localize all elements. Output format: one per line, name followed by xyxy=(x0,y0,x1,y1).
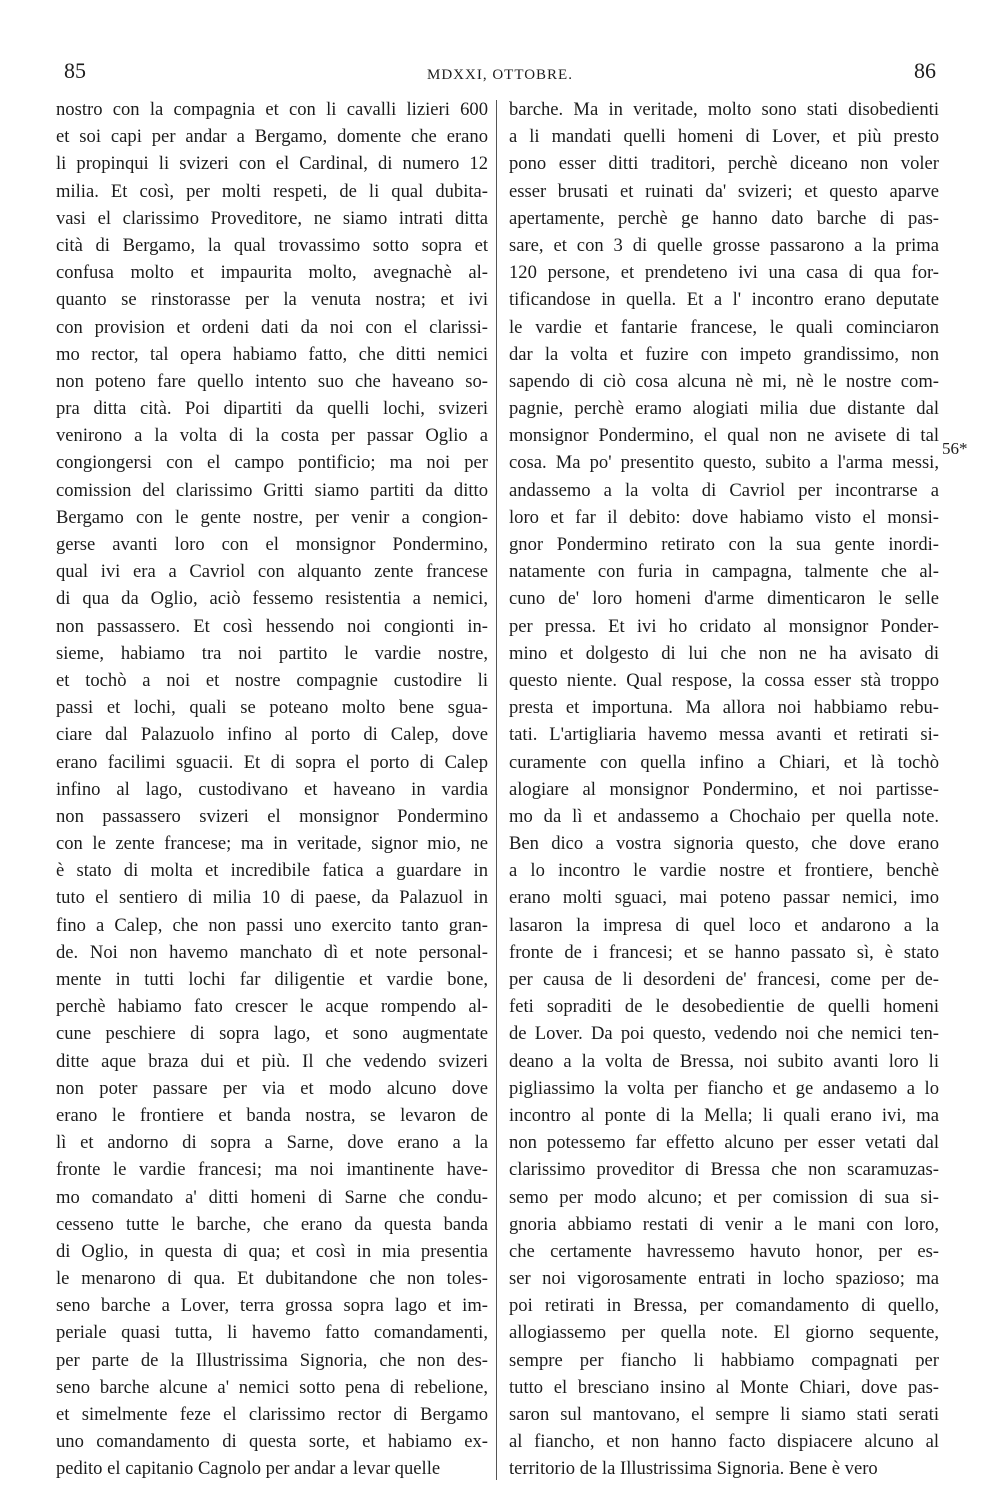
text-line: loro et far il debito: dove habiamo visto el monsi- xyxy=(509,506,939,528)
text-line: territorio de la Illustrissima Signoria. Bene è vero xyxy=(509,1458,878,1480)
text-line: fronte le vardie francesi; ma noi imantinente have- xyxy=(56,1159,488,1181)
text-line: seno barche alcune a' nemici sotto pena di rebelione, xyxy=(56,1376,488,1398)
text-line: non passassero svizeri el monsignor Pondermino xyxy=(56,805,488,827)
text-line: le vardie et fantarie francese, le quali cominciaron xyxy=(509,316,939,338)
text-line: questo niente. Qual respose, la cossa esser stà troppo xyxy=(509,669,939,691)
text-line: tificandose in quella. Et a l' incontro erano deputate xyxy=(509,289,939,311)
text-line: per pressa. Et ivi ho cridato al monsignor Ponder- xyxy=(509,615,939,637)
text-line: uno comandamento di questa sorte, et habiamo ex- xyxy=(56,1431,488,1453)
text-line: per parte de la Illustrissima Signoria, che non des- xyxy=(56,1349,488,1371)
text-line: tuto el sentiero di milia 10 di paese, da Palazuol in xyxy=(56,887,488,909)
text-line: pono esser ditti traditori, perchè diceano non voler xyxy=(509,153,939,175)
text-line: semo per modo alcuno; et per comission di sua si- xyxy=(509,1186,939,1208)
text-line: non poteno fare quello intento suo che haveano so- xyxy=(56,370,488,392)
text-line: comission del clarissimo Gritti siamo partiti da ditto xyxy=(56,479,488,501)
text-line: confusa molto et impaurita molto, avegnachè al- xyxy=(56,262,488,284)
text-line: deano a la volta de Bressa, noi subito avanti loro li xyxy=(509,1050,939,1072)
text-line: ciare dal Palazuolo infino al porto di Calep, dove xyxy=(56,724,488,746)
text-line: a lo incontro le vardie nostre et frontiere, benchè xyxy=(509,860,939,882)
text-line: venirono a la volta di la costa per passar Oglio a xyxy=(56,425,488,447)
text-line: congiongersi con el campo pontificio; ma noi per xyxy=(56,452,488,474)
text-line: barche. Ma in veritade, molto sono stati disobedienti xyxy=(509,99,939,120)
text-line: pagnie, perchè eramo alogiati milia due distante dal xyxy=(509,398,939,420)
text-line: pigliassimo la volta per fiancho et ge andasemo a lo xyxy=(509,1077,939,1099)
text-line: cuno de' loro homeni d'arme dimenticaron le selle xyxy=(509,588,939,610)
text-line: fronte de i francesi; et se hanno passato sì, è stato xyxy=(509,941,939,963)
text-line: sempre per fiancho li habbiamo compagnati per xyxy=(509,1349,939,1371)
text-line: pedito el capitanio Cagnolo per andar a levar quelle xyxy=(56,1458,441,1480)
text-line: perchè habiamo fato crescer le acque rompendo al- xyxy=(56,996,488,1018)
text-line: monsignor Pondermino, el qual non ne avisete di tal xyxy=(509,425,939,447)
text-line: erano molti sguaci, mai poteno passar nemici, imo xyxy=(509,887,939,909)
text-line: mo da lì et andassemo a Chochaio per quella note. xyxy=(509,805,939,827)
text-line: dar la volta et fuzire con impeto grandissimo, non xyxy=(509,343,939,365)
text-line: mente in tutti lochi far diligentie et vardie bone, xyxy=(56,969,488,990)
text-line: cosa. Ma po' presentito questo, subito a l'arma messi, xyxy=(509,452,939,474)
text-line: quanto se rinstorasse per la venuta nostra; et ivi xyxy=(56,289,488,311)
page-number-left: 85 xyxy=(64,58,86,83)
text-line: gnoria abbiamo restati di venir a le mani con loro, xyxy=(509,1213,939,1235)
text-line: pra ditta cità. Poi dipartiti da quelli lochi, svizeri xyxy=(56,398,488,420)
text-line: li propinqui li svizeri con el Cardinal, di numero 12 xyxy=(56,153,488,175)
text-line: andassemo a la volta di Cavriol per incontrarse a xyxy=(509,479,939,501)
text-line: non poter passare per via et modo alcuno dove xyxy=(56,1077,488,1099)
text-line: alogiare al monsignor Pondermino, et noi partisse- xyxy=(509,778,939,800)
text-line: non passassero. Et così hessendo noi congionti in- xyxy=(56,615,488,637)
text-line: è stato di molta et incredibile fatica a guardare in xyxy=(56,860,488,882)
text-line: lasaron la impresa di quel loco et andarono a la xyxy=(509,914,939,936)
text-line: con le zente francese; ma in veritade, signor mio, ne xyxy=(56,833,488,855)
text-line: curamente con quella infino a Chiari, et là tochò xyxy=(509,751,939,773)
text-line: 120 persone, et prendeteno ivi una casa di qua for- xyxy=(509,262,939,284)
text-line: le menarono di qua. Et dubitandone che non toles- xyxy=(56,1268,488,1290)
text-line: vasi el clarissimo Proveditore, ne siamo intrati ditta xyxy=(56,207,488,229)
text-line: et soi capi per andar a Bergamo, domente che erano xyxy=(56,126,488,148)
running-title: MDXXI, OTTOBRE. xyxy=(427,67,573,83)
page-number-right: 86 xyxy=(914,58,936,83)
text-line: et simelmente feze el clarissimo rector di Bergamo xyxy=(56,1404,488,1425)
text-line: lì et andorno di sopra a Sarne, dove erano a la xyxy=(56,1132,488,1154)
text-line: ser noi vigorosamente entrati in locho spazioso; ma xyxy=(509,1268,939,1290)
text-line: che certamente havressemo havuto honor, per es- xyxy=(509,1240,939,1262)
text-line: sare, et con 3 di quelle grosse passarono a la prima xyxy=(509,234,939,256)
text-line: cune peschiere di sopra lago, et sono augmentate xyxy=(56,1023,488,1045)
text-line: fino a Calep, che non passi uno exercito tanto gran- xyxy=(56,914,488,936)
right-text-column xyxy=(509,96,939,1483)
text-line: passi et lochi, quali se poteano molto bene sgua- xyxy=(56,697,488,719)
text-line: tati. L'artigliaria havemo messa avanti et retirati si- xyxy=(509,724,939,746)
text-line: mo rector, tal opera habiamo fatto, che ditti nemici xyxy=(56,343,488,365)
text-line: erano le frontiere et banda nostra, se levaron de xyxy=(56,1104,488,1126)
text-line: cesseno tutte le barche, che erano da questa banda xyxy=(56,1213,488,1235)
text-line: di Oglio, in questa di qua; et così in mia presentia xyxy=(56,1240,488,1262)
text-line: esser brusati et ruinati da' svizeri; et questo aparve xyxy=(509,180,939,202)
column-divider xyxy=(496,100,497,1480)
text-line: et tochò a noi et nostre compagnie custodire li xyxy=(56,669,488,691)
text-line: non potessemo far effetto alcuno per esser vetati dal xyxy=(509,1132,939,1154)
text-line: incontro al ponte di la Mella; li quali erano ivi, ma xyxy=(509,1104,939,1126)
text-line: poi retirati in Bressa, per comandamento di quello, xyxy=(509,1295,939,1317)
text-line: erano facilimi sguacii. Et di sopra el porto di Calep xyxy=(56,751,488,773)
text-line: de Lover. Da poi questo, vedendo noi che nemici ten- xyxy=(509,1023,939,1045)
text-line: ditte aque braza dui et più. Il che vedendo svizeri xyxy=(56,1050,488,1072)
text-line: seno barche a Lover, terra grossa sopra lago et im- xyxy=(56,1295,488,1317)
text-line: con provision et ordeni dati da noi con el clarissi- xyxy=(56,316,488,338)
text-line: di qua da Oglio, aciò fessemo resistentia a nemici, xyxy=(56,588,488,610)
text-line: allogiassemo per quella note. El giorno sequente, xyxy=(509,1322,939,1344)
text-line: al fiancho, et non hanno facto dispiacere alcuno al xyxy=(509,1431,939,1453)
text-line: mo comandato a' ditti homeni di Sarne che condu- xyxy=(56,1186,488,1208)
text-line: mino et dolgesto di lui che non ne ha avisato di xyxy=(509,642,939,664)
text-line: de. Noi non havemo manchato dì et note personal- xyxy=(56,941,488,963)
text-line: sieme, habiamo tra noi partito le vardie nostre, xyxy=(56,642,488,664)
text-line: saron sul mantovano, el sempre li siamo stati serati xyxy=(509,1404,939,1425)
text-line: a li mandati quelli homeni di Lover, et più presto xyxy=(509,126,939,148)
text-line: gnor Pondermino retirato con la sua gente inordi- xyxy=(509,534,939,555)
text-line: periale quasi tutta, li havemo fatto comandamenti, xyxy=(56,1322,488,1344)
text-line: feti sopraditi de le desobedientie de quelli homeni xyxy=(509,996,939,1018)
margin-note: 56* xyxy=(942,439,968,458)
text-line: qual ivi era a Cavriol con alquanto zente francese xyxy=(56,561,488,583)
text-line: Bergamo con le gente nostre, per venir a congion- xyxy=(56,506,488,528)
text-line: presta et importuna. Ma allora noi habbiamo rebu- xyxy=(509,697,939,719)
text-line: tutto el bresciano insino al Monte Chiari, dove pas- xyxy=(509,1376,939,1398)
text-line: infino al lago, custodivano et haveano in vardia xyxy=(56,778,488,800)
text-line: nostro con la compagnia et con li cavalli lizieri 600 xyxy=(56,99,488,120)
text-line: cità di Bergamo, la qual trovassimo sotto sopra et xyxy=(56,234,488,256)
text-line: sapendo di ciò cosa alcuna nè mi, nè le nostre com- xyxy=(509,370,939,392)
text-line: per causa de li desordeni de' francesi, come per de- xyxy=(509,969,939,990)
left-text-column xyxy=(56,96,488,1483)
text-line: clarissimo proveditor di Bressa che non scaramuzas- xyxy=(509,1159,939,1181)
text-line: gerse avanti loro con el monsignor Pondermino, xyxy=(56,534,488,555)
text-line: natamente con furia in campagna, talmente che al- xyxy=(509,561,939,583)
text-line: Ben dico a vostra signoria questo, che dove erano xyxy=(509,833,939,855)
text-line: milia. Et così, per molti respeti, de li qual dubita- xyxy=(56,180,488,202)
text-line: apertamente, perchè ge hanno dato barche di pas- xyxy=(509,207,939,229)
